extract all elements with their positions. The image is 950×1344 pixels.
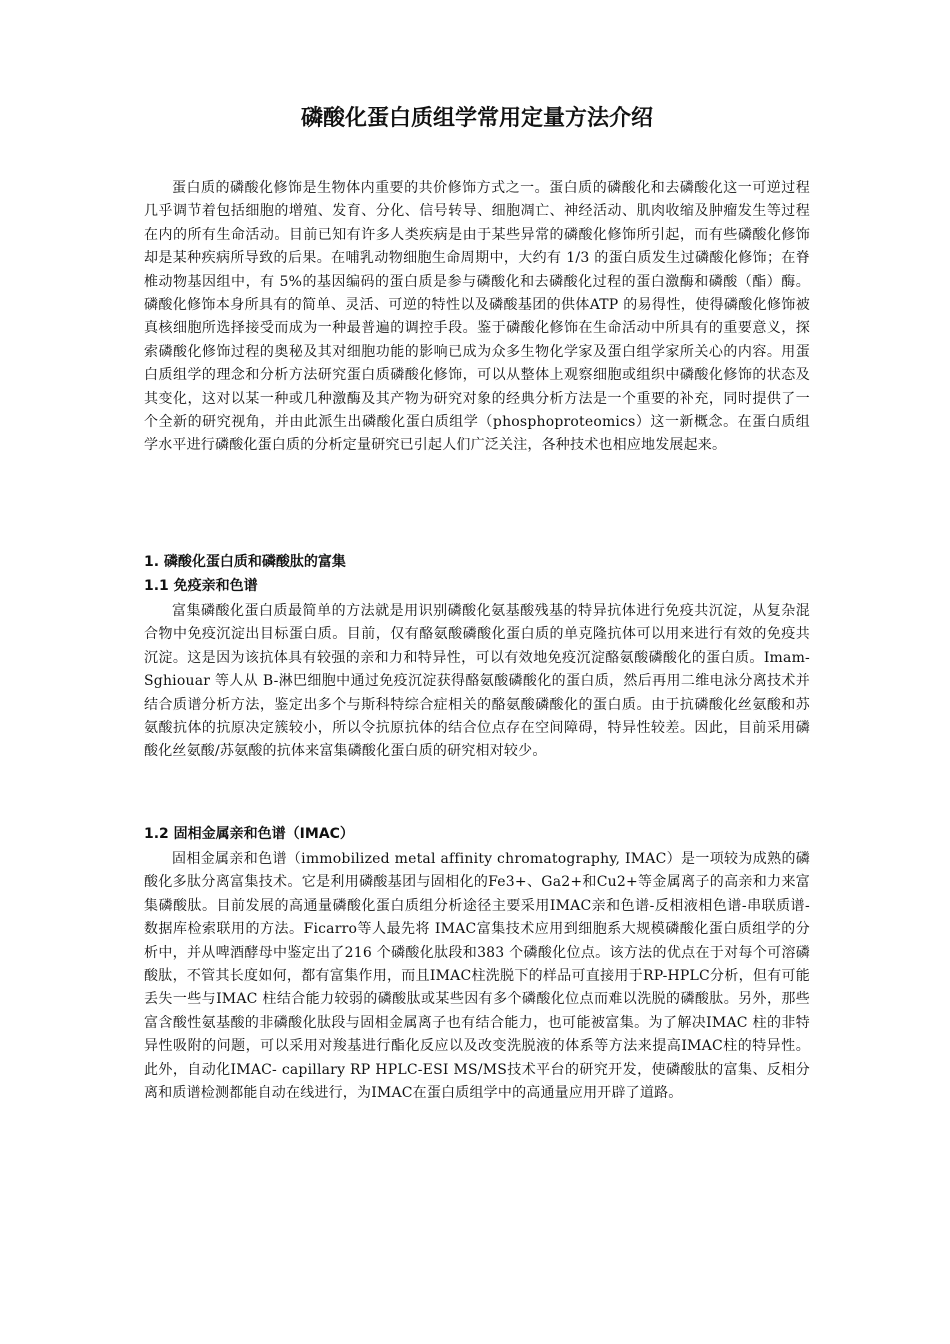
intro-paragraph: 蛋白质的磷酸化修饰是生物体内重要的共价修饰方式之一。蛋白质的磷酸化和去磷酸化这一可逆过程几乎调节着包括细胞的增殖、发育、分化、信号转导、细胞凋亡、神经活动、肌肉收缩及肿瘤发生等过程在内的所有生命活动。目前已知有许多人类疾病是由于某些异常的磷酸化修饰所引起，而有些磷酸化修饰却是某种疾病所导致的后果。在哺乳动物细胞生命周期中，大约有 1/3 的蛋白质发生过磷酸化修饰；在脊椎动物基因组中，有 5%的基因编码的蛋白质是参与磷酸化和去磷酸化过程的蛋白激酶和磷酸（酯）酶。磷酸化修饰本身所具有的简单、灵活、可逆的特性以及磷酸基团的供体ATP 的易得性，使得磷酸化修饰被真核细胞所选择接受而成为一种最普遍的调控手段。鉴于磷酸化修饰在生命活动中所具有的重要意义，探索磷酸化修饰过程的奥秘及其对细胞功能的影响已成为众多生物化学家及蛋白组学家所关心的内容。用蛋白质组学的理念和分析方法研究蛋白质磷酸化修饰，可以从整体上观察细胞或组织中磷酸化修饰的状态及其变化，这对以某一种或几种激酶及其产物为研究对象的经典分析方法是一个重要的补充，同时提供了一个全新的研究视角，并由此派生出磷酸化蛋白质组学（phosphoproteomics）这一新概念。在蛋白质组学水平进行磷酸化蛋白质的分析定量研究已引起人们广泛关注，各种技术也相应地发展起来。 [144, 180, 810, 454]
section-1-1-heading: 1.1 免疫亲和色谱 [144, 578, 258, 594]
section-1-2-heading: 1.2 固相金属亲和色谱（IMAC） [144, 826, 354, 842]
section-1-2-paragraph: 固相金属亲和色谱（immobilized metal affinity chromatography, IMAC）是一项较为成熟的磷酸化多肽分离富集技术。它是利用磷酸基团与固相化的Fe3+、Ga2+和Cu2+等金属离子的高亲和力来富集磷酸肽。目前发展的高通量磷酸化蛋白质组分析途径主要采用IMAC亲和色谱-反相液相色谱-串联质谱-数据库检索联用的方法。Ficarro等人最先将 IMAC富集技术应用到细胞系大规模磷酸化蛋白质组学的分析中，并从啤酒酵母中鉴定出了216 个磷酸化肽段和383 个磷酸化位点。该方法的优点在于对每个可溶磷酸肽，不管其长度如何，都有富集作用，而且IMAC柱洗脱下的样品可直接用于RP-HPLC分析，但有可能丢失一些与IMAC 柱结合能力较弱的磷酸肽或某些因有多个磷酸化位点而难以洗脱的磷酸肽。另外，那些富含酸性氨基酸的非磷酸化肽段与固相金属离子也有结合能力，也可能被富集。为了解决IMAC 柱的非特异性吸附的问题，可以采用对羧基进行酯化反应以及改变洗脱液的体系等方法来提高IMAC柱的特异性。此外，自动化IMAC- capillary RP HPLC-ESI MS/MS技术平台的研究开发，使磷酸肽的富集、反相分离和质谱检测都能自动在线进行，为IMAC在蛋白质组学中的高通量应用开辟了道路。 [144, 851, 810, 1102]
document-page [144, 0, 810, 1344]
section-1-1-paragraph: 富集磷酸化蛋白质最简单的方法就是用识别磷酸化氨基酸残基的特异抗体进行免疫共沉淀，从复杂混合物中免疫沉淀出目标蛋白质。目前，仅有酪氨酸磷酸化蛋白质的单克隆抗体可以用来进行有效的免疫共沉淀。这是因为该抗体具有较强的亲和力和特异性，可以有效地免疫沉淀酪氨酸磷酸化的蛋白质。Imam-Sghiouar 等人从 B-淋巴细胞中通过免疫沉淀获得酪氨酸磷酸化的蛋白质，然后再用二维电泳分离技术并结合质谱分析方法，鉴定出多个与斯科特综合症相关的酪氨酸磷酸化的蛋白质。由于抗磷酸化丝氨酸和苏氨酸抗体的抗原决定簇较小，所以令抗原抗体的结合位点存在空间障碍，特异性较差。因此，目前采用磷酸化丝氨酸/苏氨酸的抗体来富集磷酸化蛋白质的研究相对较少。 [144, 603, 810, 760]
section-1-heading: 1. 磷酸化蛋白质和磷酸肽的富集 [144, 554, 346, 570]
document-title: 磷酸化蛋白质组学常用定量方法介绍 [300, 106, 653, 131]
